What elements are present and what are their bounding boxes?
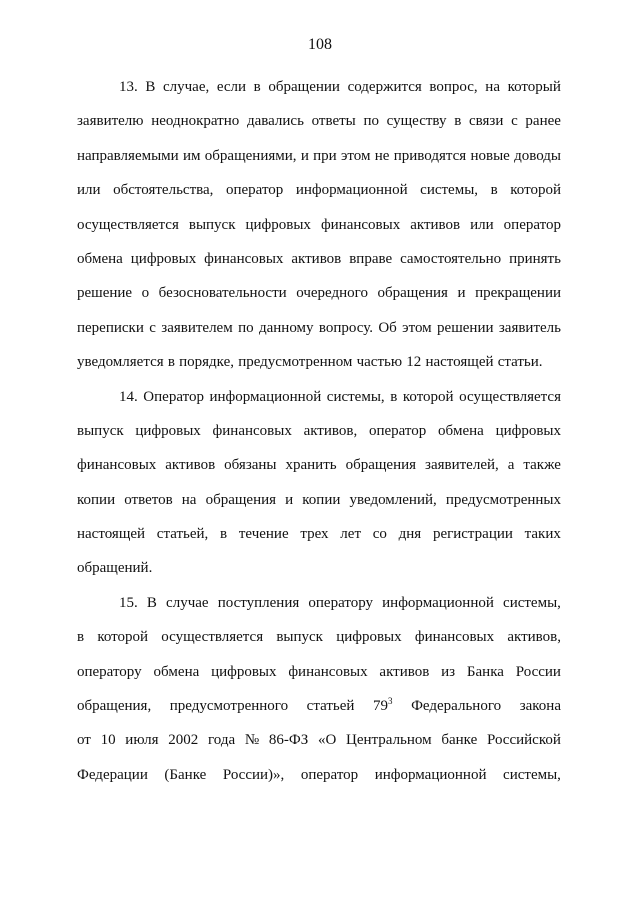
word: обращениями,	[204, 147, 297, 164]
word: системы,	[420, 182, 479, 199]
word: финансовых	[414, 629, 495, 646]
word: активов,	[303, 422, 358, 439]
word: финансовых	[320, 216, 401, 233]
word: а	[507, 457, 515, 474]
word: течение	[238, 526, 289, 543]
word: России)»,	[222, 766, 285, 783]
word: случае,	[162, 79, 210, 95]
word: со	[372, 526, 387, 543]
word: активов,	[507, 629, 561, 646]
text-line	[77, 551, 561, 585]
word: июля	[125, 732, 159, 749]
word: закона	[519, 698, 561, 715]
word: системы,	[503, 594, 561, 611]
word: содержится	[347, 79, 422, 95]
word: финансовых	[212, 422, 292, 439]
word: В	[145, 79, 156, 95]
word: поступления	[217, 594, 300, 611]
word: активов	[379, 663, 430, 680]
text-line	[77, 655, 561, 689]
word: ранее	[525, 113, 561, 130]
word: России	[515, 663, 561, 680]
word: цифровых	[211, 663, 277, 680]
word: обращения	[377, 285, 448, 302]
word: осуществляется	[77, 216, 179, 233]
word: Об	[378, 319, 397, 336]
superscript: 3	[388, 696, 393, 707]
word: копии	[77, 491, 116, 508]
word: с	[511, 113, 518, 130]
text-line	[77, 723, 561, 757]
word: им	[182, 147, 201, 164]
word: активов	[410, 216, 461, 233]
word: на	[181, 491, 197, 508]
text-line	[77, 448, 561, 482]
word: лет	[340, 526, 361, 543]
word: обязаны	[224, 457, 277, 474]
word: хранить	[285, 457, 337, 474]
word: Банка	[466, 663, 504, 680]
word: ответы	[311, 113, 356, 130]
text-line	[77, 380, 561, 414]
word: в	[454, 113, 462, 130]
word: цифровых	[245, 216, 311, 233]
word: обмена	[153, 663, 200, 680]
word: Центральном	[346, 732, 432, 749]
word: Федерального	[411, 698, 502, 715]
word: вопросу.	[318, 319, 373, 336]
word: или	[470, 216, 494, 233]
word: Российской	[486, 732, 561, 749]
word: или	[77, 182, 101, 199]
word: вопрос,	[429, 79, 478, 95]
word: ответов	[124, 491, 173, 508]
word: копии	[302, 491, 341, 508]
word: обмена	[438, 422, 484, 439]
word: финансовых	[204, 250, 284, 267]
text-line	[77, 414, 561, 448]
word: цифровых	[135, 422, 201, 439]
word: года	[207, 732, 236, 749]
word: переписки	[77, 319, 144, 336]
text-line	[77, 586, 561, 620]
word: Федерации	[77, 766, 148, 783]
word: в	[77, 629, 85, 646]
word: предусмотренных	[445, 491, 561, 508]
text-line	[77, 70, 561, 104]
word: в	[390, 388, 398, 405]
word: новые	[470, 147, 510, 164]
word: в	[490, 182, 498, 199]
word: выпуск	[77, 422, 124, 439]
word: заявитель	[498, 319, 561, 336]
word: оператор	[368, 422, 427, 439]
text-line	[77, 311, 561, 345]
word: статьей,	[156, 526, 209, 543]
word: случае	[166, 594, 209, 611]
word: и	[300, 147, 309, 164]
word: с	[149, 319, 156, 336]
word: на	[485, 79, 500, 95]
word: самостоятельно	[400, 250, 502, 267]
word: настоящей	[425, 354, 494, 371]
word: и	[285, 491, 294, 508]
word: решение	[77, 285, 133, 302]
word: 15.	[119, 594, 138, 611]
word: от	[77, 732, 91, 749]
word: оператор	[225, 182, 284, 199]
word: прекращении	[475, 285, 561, 302]
word: информационной	[374, 766, 487, 783]
word: уведомлений,	[349, 491, 437, 508]
word: обстоятельства,	[113, 182, 214, 199]
word: в	[167, 354, 175, 371]
word: частью	[356, 354, 403, 371]
word: «О	[317, 732, 337, 749]
word: если	[216, 79, 247, 95]
text-line	[77, 483, 561, 517]
word: дня	[398, 526, 422, 543]
word: предусмотренного	[169, 698, 289, 715]
word: регистрации	[432, 526, 513, 543]
word: активов	[165, 457, 216, 474]
word: заявителю	[77, 113, 144, 130]
word: приводятся	[393, 147, 467, 164]
word: трех	[300, 526, 329, 543]
word: очередного	[296, 285, 368, 302]
word: оператору	[308, 594, 374, 611]
word: 2002	[168, 732, 199, 749]
text-line	[77, 104, 561, 138]
word: обращения	[345, 457, 417, 474]
text-line	[77, 208, 561, 242]
word: цифровых	[336, 629, 402, 646]
page-number: 108	[308, 36, 332, 53]
word: доводы	[514, 147, 561, 164]
word: оператору	[77, 663, 142, 680]
word: решении	[437, 319, 494, 336]
text-line	[77, 173, 561, 207]
word: $79^3$	[373, 696, 393, 715]
word: обращения,	[77, 698, 152, 715]
word: статьи.	[497, 354, 543, 371]
word: 86-ФЗ	[268, 732, 309, 749]
word: информационной	[295, 182, 408, 199]
paragraph-15	[77, 586, 561, 792]
word: порядке,	[179, 354, 234, 371]
word: безосновательности	[158, 285, 287, 302]
word: оператор	[503, 216, 561, 233]
word: обмена	[77, 250, 123, 267]
word: осуществляется	[459, 388, 561, 405]
word: уведомляется	[77, 354, 164, 371]
word: статьей	[306, 698, 355, 715]
word: этом	[402, 319, 432, 336]
word: и	[457, 285, 466, 302]
word: по	[238, 319, 254, 336]
word: данному	[258, 319, 314, 336]
word: таких	[524, 526, 561, 543]
word: обращения	[205, 491, 277, 508]
word: Оператор	[143, 388, 204, 405]
word: настоящей	[77, 526, 146, 543]
text-line-with-superscript	[77, 689, 561, 723]
word: существу	[386, 113, 447, 130]
word: информационной	[382, 594, 494, 611]
word: цифровых	[130, 250, 197, 267]
text-line	[77, 139, 561, 173]
paragraph-13	[77, 70, 561, 380]
word: информационной	[209, 388, 322, 405]
word: системы,	[326, 388, 385, 405]
word: из	[441, 663, 456, 680]
word: неоднократно	[151, 113, 240, 130]
text-line	[77, 758, 561, 792]
word: оператор	[300, 766, 359, 783]
word: связи	[468, 113, 504, 130]
word: (Банке	[164, 766, 207, 783]
word: 13.	[119, 79, 138, 95]
word: заявителей,	[425, 457, 499, 474]
word: этом	[340, 147, 371, 164]
word: при	[313, 147, 337, 164]
word: В	[146, 594, 157, 611]
document-body	[77, 70, 561, 792]
word: также	[523, 457, 561, 474]
word: 14.	[119, 388, 138, 405]
word: которой	[402, 388, 454, 405]
text-line	[77, 517, 561, 551]
word: активов	[291, 250, 342, 267]
word: давались	[246, 113, 304, 130]
word: системы,	[503, 766, 561, 783]
word: заявителем	[161, 319, 233, 336]
word: в	[220, 526, 228, 543]
word: обращении	[268, 79, 340, 95]
word: принять	[509, 250, 561, 267]
word: финансовых	[288, 663, 368, 680]
word: осуществляется	[161, 629, 264, 646]
word: выпуск	[188, 216, 236, 233]
word: 10	[100, 732, 116, 749]
word: в	[253, 79, 261, 95]
word: цифровых	[495, 422, 561, 439]
word: направляемыми	[77, 147, 179, 164]
word: по	[363, 113, 379, 130]
text-line	[77, 345, 561, 379]
word: которой	[97, 629, 149, 646]
text-line	[77, 620, 561, 654]
word: вправе	[349, 250, 393, 267]
word: обращений.	[77, 560, 153, 577]
word: выпуск	[276, 629, 323, 646]
word: которой	[510, 182, 561, 199]
word: предусмотренном	[238, 354, 353, 371]
word: о	[141, 285, 150, 302]
text-line	[77, 276, 561, 310]
word: банке	[441, 732, 478, 749]
word: который	[507, 79, 561, 95]
word: 12	[406, 354, 422, 371]
word: не	[374, 147, 390, 164]
word: №	[244, 732, 260, 749]
paragraph-14	[77, 380, 561, 586]
word: финансовых	[77, 457, 157, 474]
text-line	[77, 242, 561, 276]
